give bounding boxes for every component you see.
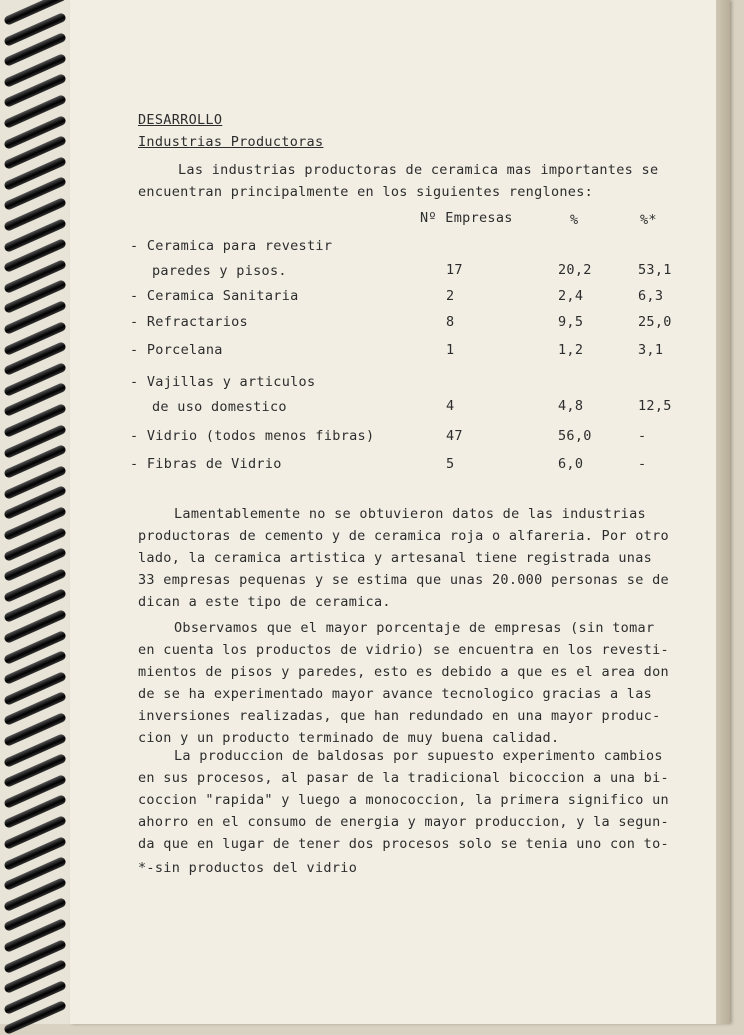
paragraph-line: 33 empresas pequenas y se estima que unas 20.000 personas se de: [138, 572, 669, 588]
paragraph-line: en sus procesos, al pasar de la tradicional bicoccion a una bi-: [138, 770, 669, 786]
subsection-title: Industrias Productoras: [138, 134, 324, 150]
intro-line: Las industrias productoras de ceramica mas importantes se: [178, 162, 659, 178]
paragraph-line: dican a este tipo de ceramica.: [138, 594, 391, 610]
row-label: - Fibras de Vidrio: [130, 456, 282, 472]
row-label: de uso domestico: [152, 399, 287, 415]
page-stack-edge: [716, 0, 730, 1024]
paragraph-line: cion y un producto terminado de muy buena calidad.: [138, 730, 560, 746]
row-pct-star: 53,1: [638, 262, 672, 278]
paragraph-line: en cuenta los productos de vidrio) se encuentra en los revesti-: [138, 642, 669, 658]
paragraph-line: de se ha experimentado mayor avance tecnologico gracias a las: [138, 686, 653, 702]
document-page: [70, 0, 730, 1024]
row-pct-star: 6,3: [638, 288, 664, 304]
row-pct: 2,4: [558, 288, 584, 304]
paragraph-line: inversiones realizadas, que han redundado en una mayor produc-: [138, 708, 661, 724]
row-pct-star: 12,5: [638, 398, 672, 414]
paragraph-line: La produccion de baldosas por supuesto experimento cambios: [174, 748, 663, 764]
paragraph-line: Observamos que el mayor porcentaje de empresas (sin tomar: [174, 620, 655, 636]
row-pct: 6,0: [558, 456, 584, 472]
row-empresas: 17: [446, 262, 463, 278]
row-pct: 9,5: [558, 314, 584, 330]
row-empresas: 5: [446, 456, 455, 472]
intro-line: encuentran principalmente en los siguientes renglones:: [138, 184, 594, 200]
row-label: - Vajillas y articulos: [130, 374, 316, 390]
paragraph-line: da que en lugar de tener dos procesos solo se tenia uno con to-: [138, 836, 669, 852]
header-empresas: Nº Empresas: [420, 210, 513, 226]
row-label: - Vidrio (todos menos fibras): [130, 428, 375, 444]
row-pct: 20,2: [558, 262, 592, 278]
row-pct: 1,2: [558, 342, 584, 358]
row-empresas: 8: [446, 314, 455, 330]
header-pct-star: %*: [640, 212, 657, 228]
row-label: paredes y pisos.: [152, 263, 287, 279]
row-empresas: 1: [446, 342, 455, 358]
row-pct-star: 25,0: [638, 314, 672, 330]
spiral-binding: [0, 0, 70, 1024]
paragraph-line: lado, la ceramica artistica y artesanal tiene registrada unas: [138, 550, 653, 566]
row-label: - Ceramica para revestir: [130, 238, 333, 254]
row-pct: 4,8: [558, 398, 584, 414]
row-pct-star: 3,1: [638, 342, 664, 358]
row-pct-star: -: [638, 456, 647, 472]
paragraph-line: productoras de cemento y de ceramica roja o alfareria. Por otro: [138, 528, 669, 544]
row-empresas: 2: [446, 288, 455, 304]
paragraph-line: mientos de pisos y paredes, esto es debido a que es el area don: [138, 664, 669, 680]
row-label: - Refractarios: [130, 314, 248, 330]
paragraph-line: Lamentablemente no se obtuvieron datos de las industrias: [174, 506, 646, 522]
row-pct-star: -: [638, 428, 647, 444]
row-label: - Ceramica Sanitaria: [130, 288, 299, 304]
row-empresas: 47: [446, 428, 463, 444]
row-pct: 56,0: [558, 428, 592, 444]
footnote: *-sin productos del vidrio: [138, 860, 358, 876]
paragraph-line: ahorro en el consumo de energia y mayor produccion, y la segun-: [138, 814, 669, 830]
row-label: - Porcelana: [130, 342, 223, 358]
paragraph-line: coccion "rapida" y luego a monococcion, la primera significo un: [138, 792, 669, 808]
row-empresas: 4: [446, 398, 455, 414]
header-pct: %: [570, 212, 579, 228]
section-title: DESARROLLO: [138, 112, 223, 128]
